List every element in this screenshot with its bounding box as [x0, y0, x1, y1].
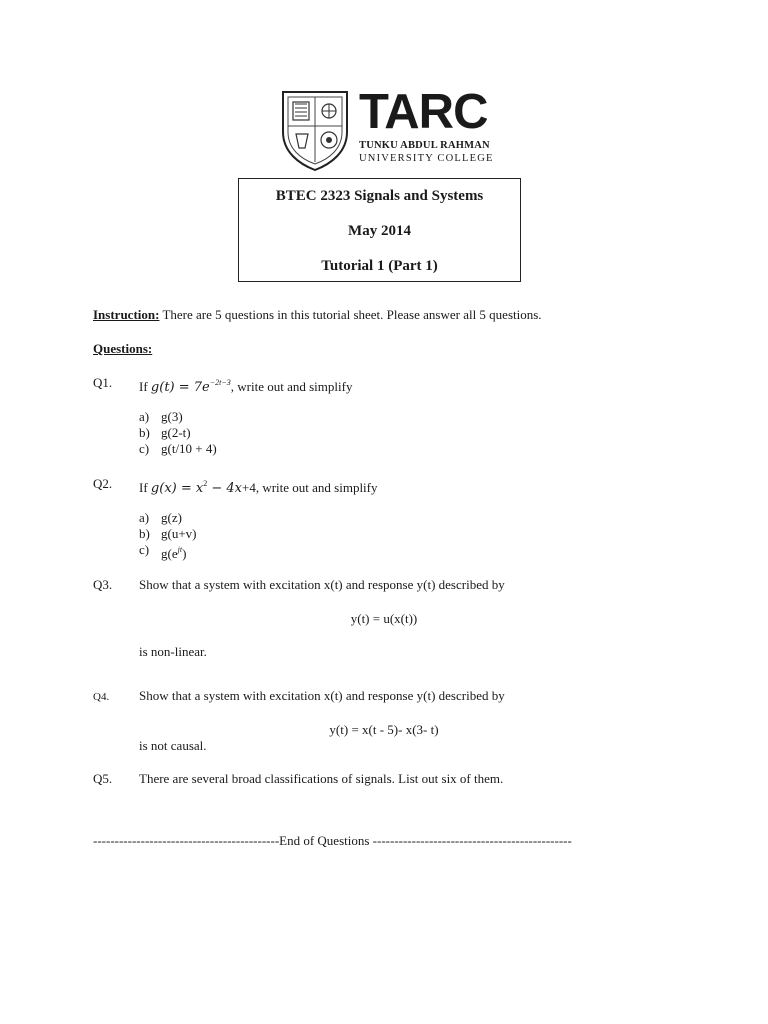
q2a-text: g(z)	[161, 510, 182, 525]
q1c-label: c)	[139, 441, 150, 456]
q2b-label: b)	[139, 526, 150, 541]
end-of-questions: -------------------------------------------End of Questions ----------------------------------------------	[93, 833, 572, 848]
logo-wordmark: TARC	[359, 85, 488, 139]
q4-text: Show that a system with excitation x(t) and response y(t) described by	[139, 688, 505, 703]
q5-number: Q5.	[93, 771, 113, 786]
q1-math: g(t) = 7e	[150, 380, 210, 395]
instruction	[93, 307, 542, 323]
q4-number: Q4.	[93, 691, 110, 703]
q2a-label: a)	[139, 510, 150, 525]
q3-equation: y(t) = u(x(t))	[350, 611, 418, 626]
q2b-text: g(u+v)	[161, 526, 197, 541]
q1b-text: g(2-t)	[161, 425, 191, 440]
q1a-label: a)	[139, 409, 150, 424]
q2-math: g(x) = x	[150, 481, 204, 496]
q3-number: Q3.	[93, 577, 113, 592]
q3-text: Show that a system with excitation x(t) and response y(t) described by	[139, 577, 505, 592]
title-box	[238, 178, 521, 282]
q3-tail: is non-linear.	[139, 644, 207, 659]
q1b-label: b)	[139, 425, 150, 440]
q2-text: If $g(x) = x^2 - 4x+4$, write out and simplify	[139, 479, 378, 496]
logo-line-1: TUNKU ABDUL RAHMAN	[359, 140, 490, 151]
q1-number: Q1.	[93, 375, 113, 390]
q1a-text: g(3)	[161, 409, 183, 424]
course-title: BTEC 2323 Signals and Systems	[275, 188, 484, 204]
tutorial-title: Tutorial 1 (Part 1)	[321, 258, 438, 274]
q2c-label: c)	[139, 542, 150, 557]
q5-text: There are several broad classifications of signals. List out six of them.	[139, 771, 504, 786]
instruction-text: There are 5 questions in this tutorial sheet. Please answer all 5 questions.	[159, 307, 542, 322]
q1-text: If $g(t) = 7e^{-2t-3}$, write out and simplify	[139, 378, 353, 395]
q4-equation: y(t) = x(t - 5)- x(3- t)	[329, 722, 439, 737]
logo-line-2: UNIVERSITY COLLEGE	[359, 153, 494, 164]
exam-date: May 2014	[348, 223, 411, 239]
q2-number: Q2.	[93, 476, 113, 491]
tarc-logo	[279, 86, 499, 174]
q4-tail: is not causal.	[139, 738, 207, 753]
q1c-text: g(t/10 + 4)	[161, 441, 217, 456]
instruction-label: Instruction:	[93, 307, 160, 322]
questions-heading: Questions:	[93, 341, 153, 356]
crest-icon	[279, 88, 351, 172]
q2c-text: $g(e^{jt})$	[161, 545, 187, 561]
